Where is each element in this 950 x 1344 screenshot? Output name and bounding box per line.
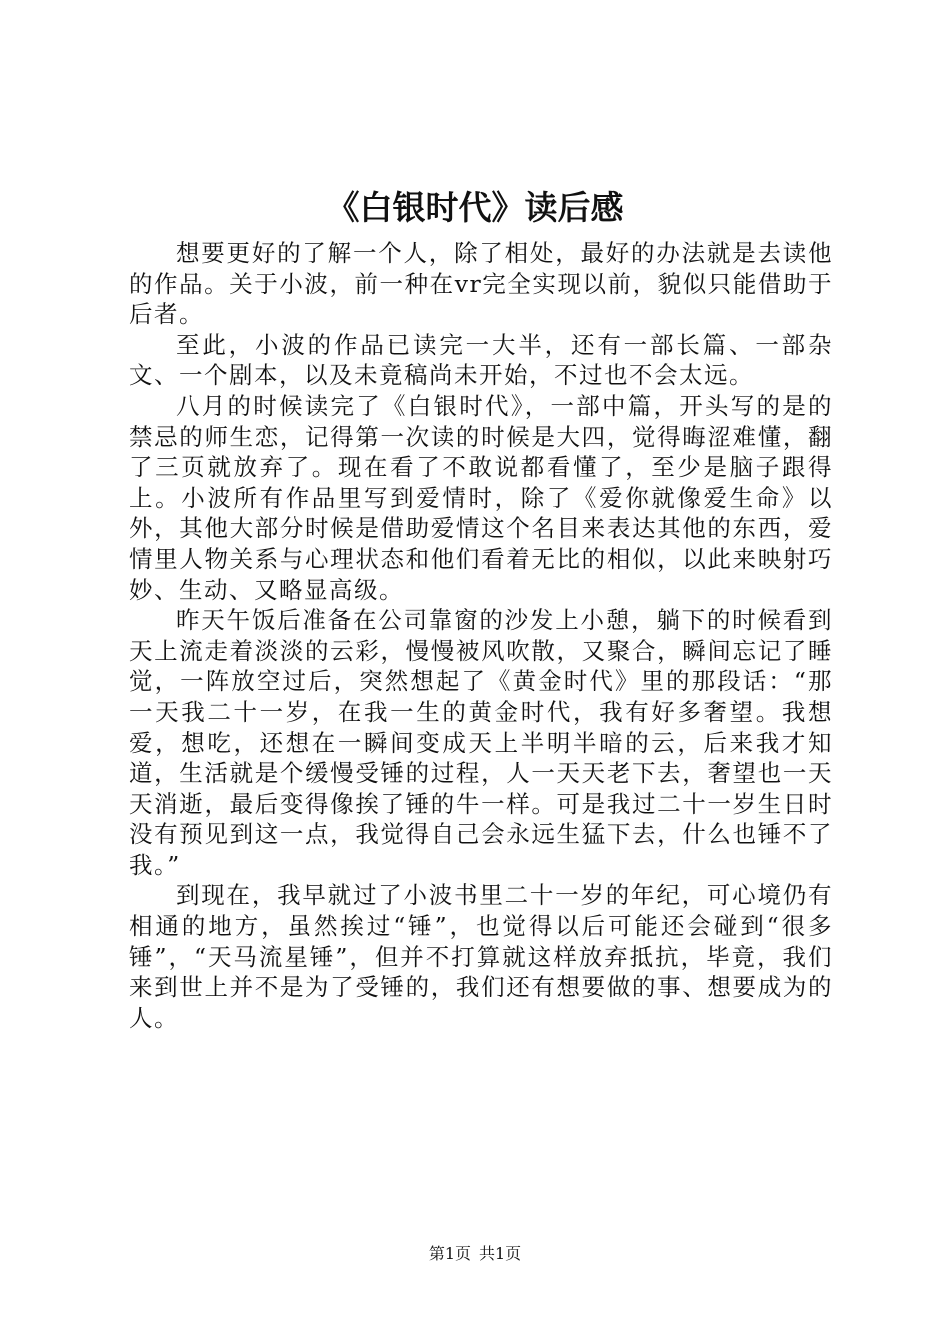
paragraph-4: 昨天午饭后准备在公司靠窗的沙发上小憩，躺下的时候看到天上流走着淡淡的云彩，慢慢被风吹散，又聚合，瞬间忘记了睡觉，一阵放空过后，突然想起了《黄金时代》里的那段话：“那一天我二十一岁，在我一生的黄金时代，我有好多奢望。我想爱，想吃，还想在一瞬间变成天上半明半暗的云，后来我才知道，生活就是个缓慢受锤的过程，人一天天老下去，奢望也一天天消逝，最后变得像挨了锤的牛一样。可是我过二十一岁生日时没有预见到这一点，我觉得自己会永远生猛下去，什么也锤不了我。” <box>129 606 833 879</box>
paragraph-1: 想要更好的了解一个人，除了相处，最好的办法就是去读他的作品。关于小波，前一种在vr完全实现以前，貌似只能借助于后者。 <box>129 239 833 329</box>
paragraph-5: 到现在，我早就过了小波书里二十一岁的年纪，可心境仍有相通的地方，虽然挨过“锤”，也觉得以后可能还会碰到“很多锤”，“天马流星锤”，但并不打算就这样放弃抵抗，毕竟，我们来到世上并不是为了受锤的，我们还有想要做的事、想要成为的人。 <box>129 881 833 1032</box>
paragraph-3: 八月的时候读完了《白银时代》，一部中篇，开头写的是的禁忌的师生恋，记得第一次读的时候是大四，觉得晦涩难懂，翻了三页就放弃了。现在看了不敢说都看懂了，至少是脑子跟得上。小波所有作品里写到爱情时，除了《爱你就像爱生命》以外，其他大部分时候是借助爱情这个名目来表达其他的东西，爱情里人物关系与心理状态和他们看着无比的相似，以此来映射巧妙、生动、又略显高级。 <box>129 391 833 604</box>
paragraph-2: 至此，小波的作品已读完一大半，还有一部长篇、一部杂文、一个剧本，以及未竟稿尚未开始，不过也不会太远。 <box>129 330 833 390</box>
document-title: 《白银时代》读后感 <box>326 188 624 227</box>
page-number: 第1页 <box>428 1244 471 1263</box>
page-footer <box>0 1243 950 1265</box>
page-total: 共1页 <box>479 1244 522 1263</box>
document-body <box>129 238 833 1033</box>
